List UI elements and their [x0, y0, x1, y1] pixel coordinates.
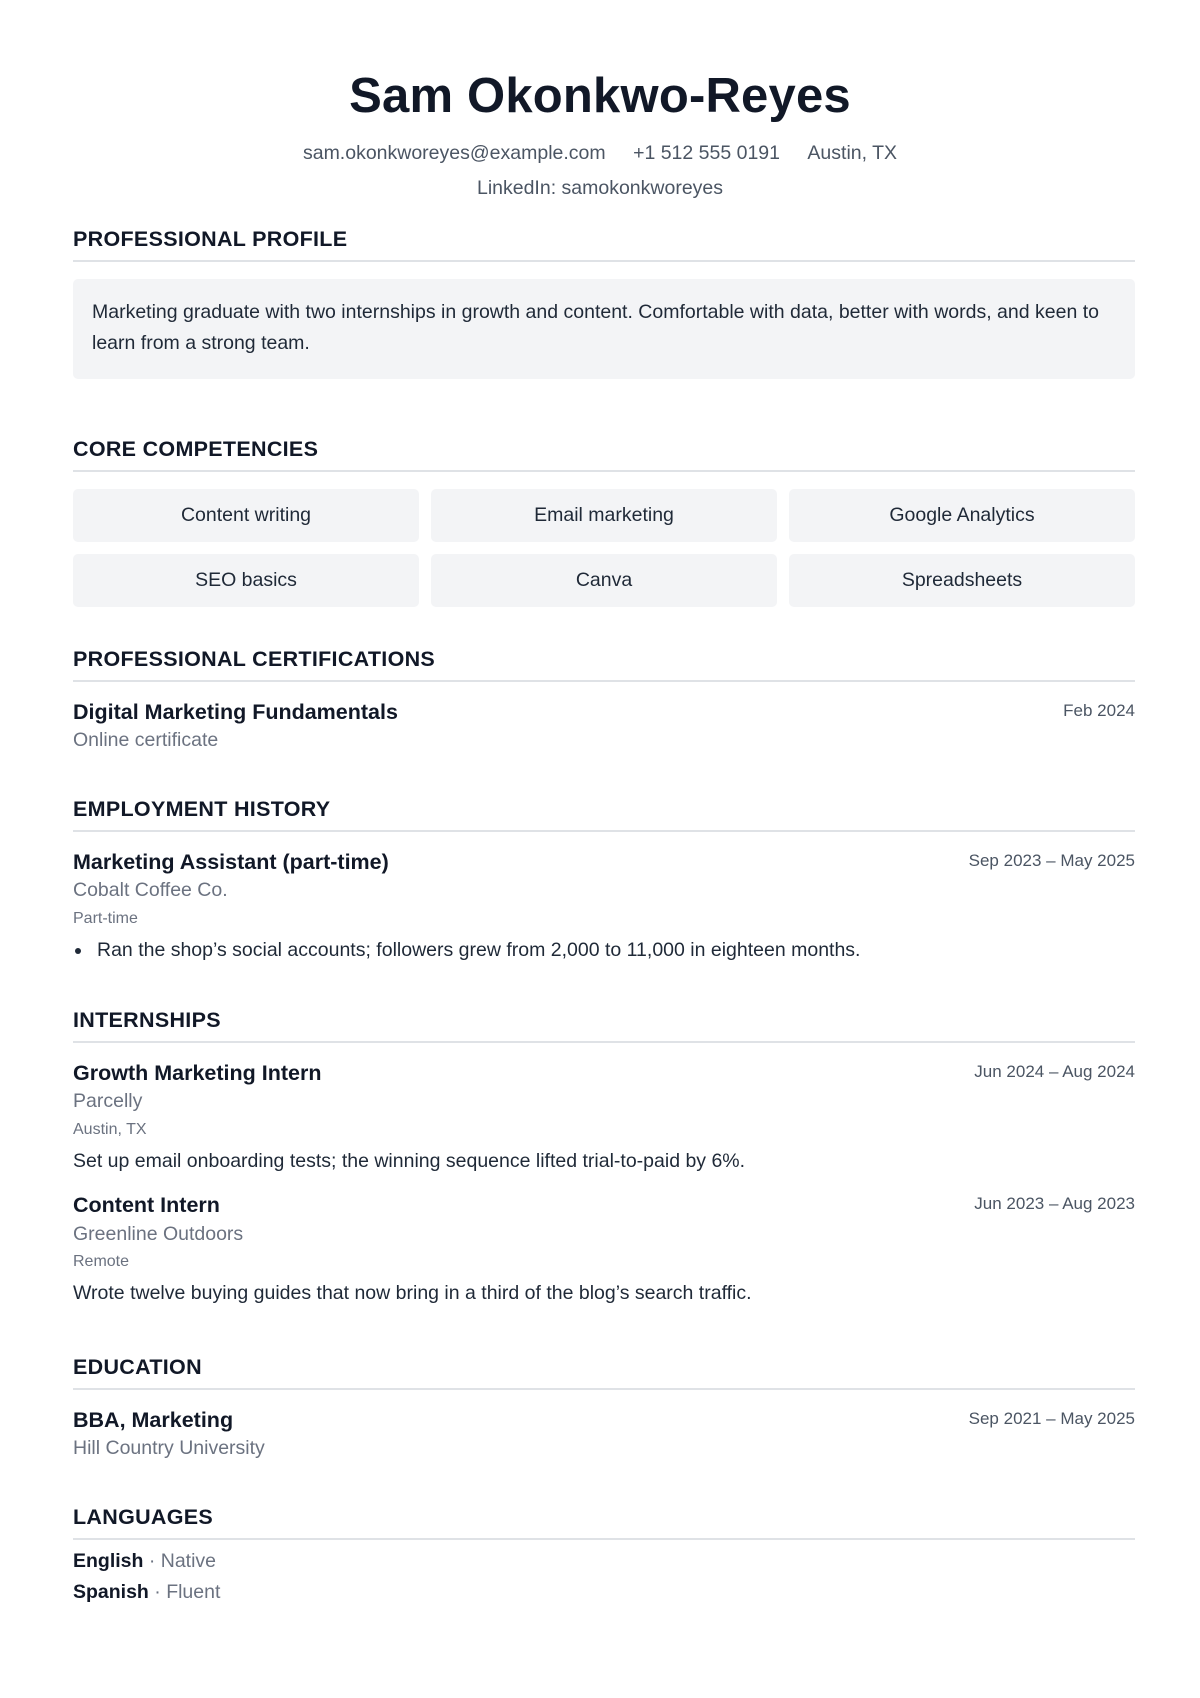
linkedin-text[interactable]: LinkedIn: samokonkworeyes — [476, 177, 724, 200]
language-name: English — [73, 1549, 144, 1572]
skills-grid — [73, 489, 1135, 607]
internship-dates: Jun 2023 – Aug 2023 — [974, 1194, 1135, 1213]
language-name: Spanish — [73, 1581, 149, 1603]
section-title-employment: EMPLOYMENT HISTORY — [73, 799, 1135, 832]
competencies-section — [73, 439, 1135, 607]
employment-section — [73, 799, 1135, 960]
section-title-profile: PROFESSIONAL PROFILE — [73, 229, 1135, 262]
contact-line — [73, 141, 1127, 164]
internship-dates: Jun 2024 – Aug 2024 — [974, 1061, 1135, 1081]
skill-chip: Spreadsheets — [789, 554, 1135, 607]
candidate-name: Sam Okonkwo-Reyes — [349, 69, 851, 123]
certifications-section — [73, 649, 1135, 751]
skill-chip: SEO basics — [73, 554, 419, 607]
section-title-languages: LANGUAGES — [73, 1507, 1135, 1540]
languages-section — [73, 1507, 1135, 1603]
internship-location: Remote — [73, 1253, 130, 1270]
internship-company: Parcelly — [73, 1090, 143, 1112]
job-bullets — [73, 938, 1135, 961]
certification-name: Digital Marketing Fundamentals — [73, 699, 398, 724]
profile-summary: Marketing graduate with two internships in growth and content. Comfortable with data, better with words, and keen to learn from a strong team. — [73, 279, 1135, 379]
school-name: Hill Country University — [73, 1437, 265, 1459]
section-title-certifications: PROFESSIONAL CERTIFICATIONS — [73, 649, 1135, 682]
location-text: Austin, TX — [807, 141, 898, 164]
job-title: Marketing Assistant (part-time) — [73, 849, 389, 874]
resume-header — [73, 0, 1127, 199]
section-title-education: EDUCATION — [73, 1357, 1135, 1390]
language-level: · Fluent — [148, 1581, 221, 1603]
section-title-internships: INTERNSHIPS — [73, 1010, 1135, 1043]
education-dates: Sep 2021 – May 2025 — [968, 1408, 1135, 1428]
education-entry — [73, 1407, 1135, 1459]
job-bullet: Ran the shop’s social accounts; followers grew from 2,000 to 11,000 in eighteen months. — [73, 941, 1135, 961]
internship-title: Growth Marketing Intern — [73, 1060, 322, 1085]
skill-chip: Content writing — [73, 489, 419, 542]
internship-location: Austin, TX — [73, 1120, 147, 1138]
internship-description: Wrote twelve buying guides that now bring in a third of the blog’s search traffic. — [73, 1282, 752, 1304]
certification-date: Feb 2024 — [1063, 700, 1135, 720]
job-company: Cobalt Coffee Co. — [73, 879, 228, 901]
internships-section — [73, 1010, 1135, 1304]
internship-entry — [73, 1060, 1135, 1172]
language-item — [73, 1583, 1135, 1603]
skill-chip: Canva — [431, 554, 777, 607]
internship-company: Greenline Outdoors — [73, 1222, 244, 1245]
language-level: · Native — [143, 1549, 217, 1572]
certification-issuer: Online certificate — [73, 729, 219, 751]
job-dates: Sep 2023 – May 2025 — [968, 850, 1135, 870]
education-section — [73, 1357, 1135, 1459]
internship-description: Set up email onboarding tests; the winning sequence lifted trial-to-paid by 6%. — [73, 1149, 746, 1172]
email-text[interactable]: sam.okonkworeyes@example.com — [302, 141, 606, 164]
internship-title: Content Intern — [73, 1193, 220, 1217]
internship-entry — [73, 1195, 1135, 1304]
employment-entry — [73, 849, 1135, 961]
skill-chip: Email marketing — [431, 489, 777, 542]
certification-entry — [73, 699, 1135, 751]
skill-chip: Google Analytics — [789, 489, 1135, 542]
degree-name: BBA, Marketing — [73, 1407, 234, 1432]
job-type: Part-time — [73, 909, 138, 927]
profile-section — [73, 229, 1135, 379]
phone-text[interactable]: +1 512 555 0191 — [633, 141, 780, 164]
section-title-competencies: CORE COMPETENCIES — [73, 439, 1135, 472]
language-item — [73, 1549, 1135, 1572]
